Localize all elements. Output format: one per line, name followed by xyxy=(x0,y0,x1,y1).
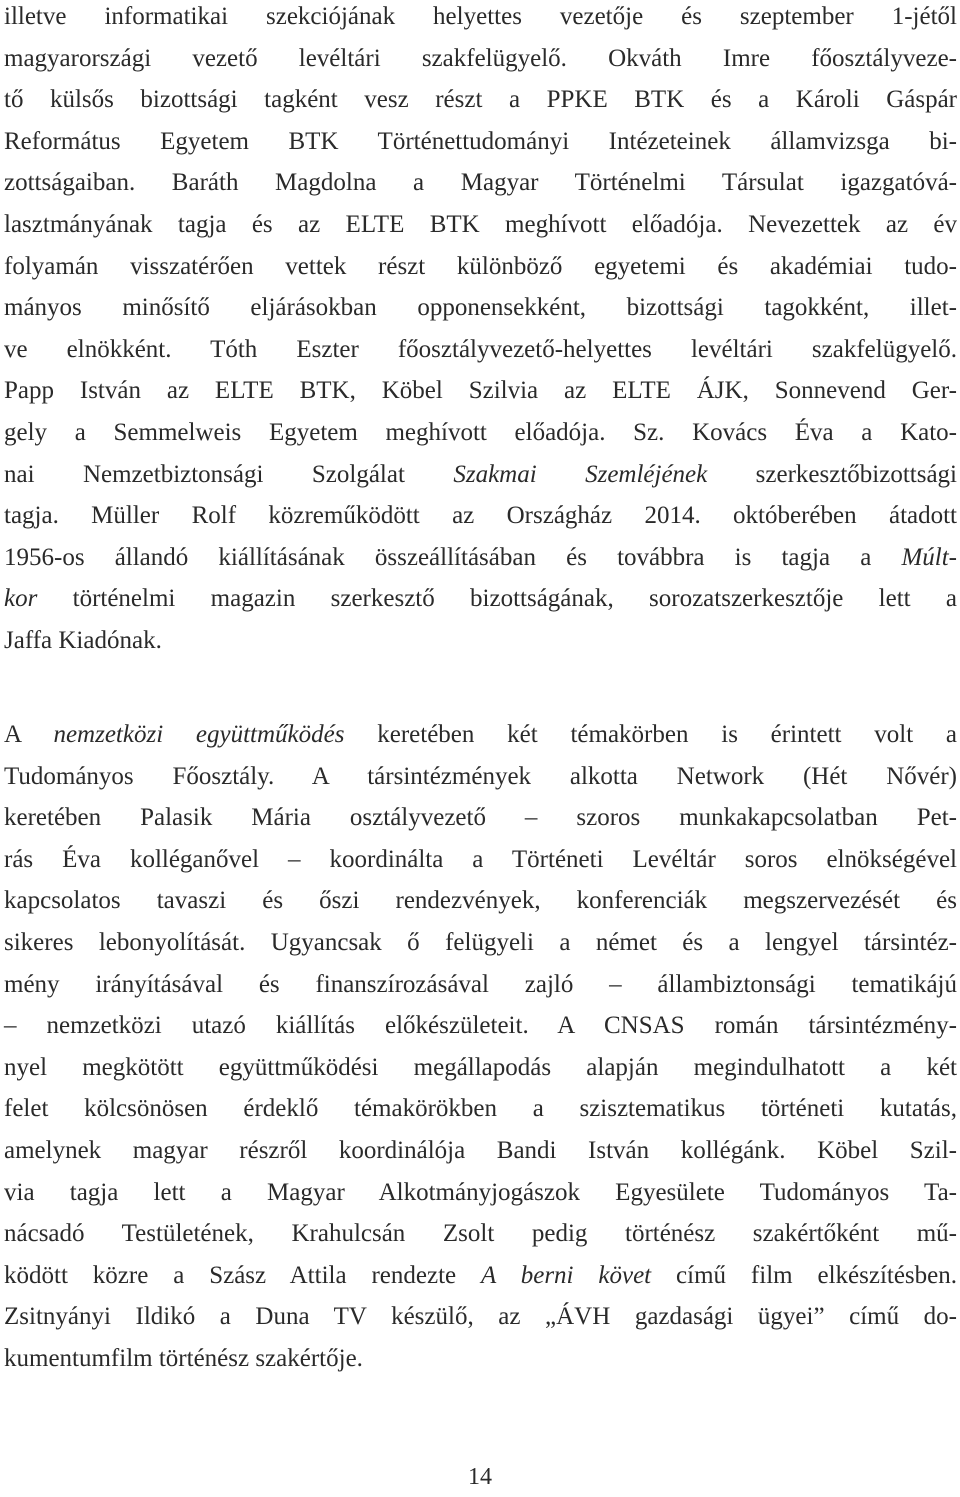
text-line xyxy=(4,121,957,163)
text-line xyxy=(4,1296,957,1338)
page-number: 14 xyxy=(468,1464,492,1490)
text-line xyxy=(4,1005,957,1047)
text-segment: rás Éva kolléganővel – koordinálta a Történeti Levéltár soros elnökségével xyxy=(4,845,957,873)
text-line xyxy=(4,537,957,579)
text-segment: című film elkészítésben. xyxy=(651,1261,958,1289)
paragraph-activities xyxy=(4,0,957,662)
text-segment: zottságaiban. Baráth Magdolna a Magyar Történelmi Társulat igazgatóvá- xyxy=(4,169,957,197)
text-segment: mény irányításával és finanszírozásával zajló – állambiztonsági tematikájú xyxy=(4,970,957,998)
text-line xyxy=(4,287,957,329)
text-segment: szerkesztőbizottsági xyxy=(707,460,957,488)
text-line xyxy=(4,1047,957,1089)
italic-text: Múlt- xyxy=(901,543,957,571)
text-line xyxy=(4,162,957,204)
text-line xyxy=(4,880,957,922)
text-segment: Jaffa Kiadónak. xyxy=(4,626,162,654)
text-line xyxy=(4,620,957,662)
text-line xyxy=(4,79,957,121)
text-line xyxy=(4,1088,957,1130)
text-line xyxy=(4,1172,957,1214)
text-segment: sikeres lebonyolítását. Ugyancsak ő felügyeli a német és a lengyel társintéz- xyxy=(4,928,957,956)
text-segment: Tudományos Főosztály. A társintézmények alkotta Network (Hét Nővér) xyxy=(4,762,957,790)
text-segment: A xyxy=(4,721,54,748)
text-segment: lasztmányának tagja és az ELTE BTK meghívott előadója. Nevezettek az év xyxy=(4,210,957,238)
text-segment: gely a Semmelweis Egyetem meghívott előadója. Sz. Kovács Éva a Kato- xyxy=(4,418,957,446)
text-segment: nai Nemzetbiztonsági Szolgálat xyxy=(4,460,454,488)
text-line xyxy=(4,578,957,620)
text-segment: kumentumfilm történész szakértője. xyxy=(4,1344,363,1372)
text-line xyxy=(4,1130,957,1172)
text-line xyxy=(4,797,957,839)
text-line xyxy=(4,329,957,371)
text-segment: 1956-os állandó kiállításának összeállításában és továbbra is tagja a xyxy=(4,543,902,571)
text-line xyxy=(4,204,957,246)
text-line xyxy=(4,246,957,288)
text-line xyxy=(4,495,957,537)
italic-text: A berni követ xyxy=(481,1261,652,1289)
text-segment: tő külsős bizottsági tagként vesz részt a PPKE BTK és a Károli Gáspár xyxy=(4,86,957,114)
text-line xyxy=(4,0,957,38)
text-segment: mányos minősítő eljárásokban opponensekként, bizottsági tagokként, illet- xyxy=(4,294,957,322)
text-line xyxy=(4,1255,957,1297)
text-line xyxy=(4,756,957,798)
text-line xyxy=(4,1338,957,1380)
text-line xyxy=(4,839,957,881)
text-line xyxy=(4,1213,957,1255)
text-segment: illetve informatikai szekciójának helyettes vezetője és szeptember 1-jétől xyxy=(4,3,957,30)
text-segment: Papp István az ELTE BTK, Köbel Szilvia az ELTE ÁJK, Sonnevend Ger- xyxy=(4,377,957,405)
text-segment: ködött közre a Szász Attila rendezte xyxy=(4,1261,482,1289)
text-line xyxy=(4,412,957,454)
text-segment: folyamán visszatérően vettek részt különböző egyetemi és akadémiai tudo- xyxy=(4,252,957,280)
text-segment: – nemzetközi utazó kiállítás előkészületeit. A CNSAS román társintézmény- xyxy=(4,1012,957,1040)
text-segment: magyarországi vezető levéltári szakfelügyelő. Okváth Imre főosztályveze- xyxy=(4,44,957,72)
text-segment: kapcsolatos tavaszi és őszi rendezvények, konferenciák megszervezését és xyxy=(4,887,957,915)
text-segment: keretében Palasik Mária osztályvezető – szoros munkakapcsolatban Pet- xyxy=(4,804,957,832)
text-segment: felet kölcsönösen érdeklő témakörökben a szisztematikus történeti kutatás, xyxy=(4,1095,957,1123)
text-segment: nyel megkötött együttműködési megállapodás alapján megindulhatott a két xyxy=(4,1053,957,1081)
text-segment: ve elnökként. Tóth Eszter főosztályvezető-helyettes levéltári szakfelügyelő. xyxy=(4,335,957,363)
text-line xyxy=(4,454,957,496)
text-segment: Református Egyetem BTK Történettudományi Intézeteinek államvizsga bi- xyxy=(4,127,957,155)
text-line xyxy=(4,370,957,412)
text-segment: Zsitnyányi Ildikó a Duna TV készülő, az „ÁVH gazdasági ügyei” című do- xyxy=(4,1303,957,1331)
text-segment: via tagja lett a Magyar Alkotmányjogászok Egyesülete Tudományos Ta- xyxy=(4,1178,957,1206)
text-segment: tagja. Müller Rolf közreműködött az Országház 2014. októberében átadott xyxy=(4,502,957,530)
text-segment: nácsadó Testületének, Krahulcsán Zsolt pedig történész szakértőként mű- xyxy=(4,1220,957,1248)
text-segment: amelynek magyar részről koordinálója Bandi István kollégánk. Köbel Szil- xyxy=(4,1136,957,1164)
text-line xyxy=(4,38,957,80)
text-line xyxy=(4,964,957,1006)
text-line xyxy=(4,714,957,756)
text-line xyxy=(4,922,957,964)
italic-text: nemzetközi együttműködés xyxy=(53,721,345,748)
paragraph-international-cooperation xyxy=(4,714,957,1380)
italic-text: kor xyxy=(4,585,38,613)
text-segment: keretében két témakörben is érintett volt a xyxy=(344,721,957,748)
text-segment: történelmi magazin szerkesztő bizottságának, sorozatszerkesztője lett a xyxy=(37,585,957,613)
italic-text: Szakmai Szemléjének xyxy=(453,460,708,488)
